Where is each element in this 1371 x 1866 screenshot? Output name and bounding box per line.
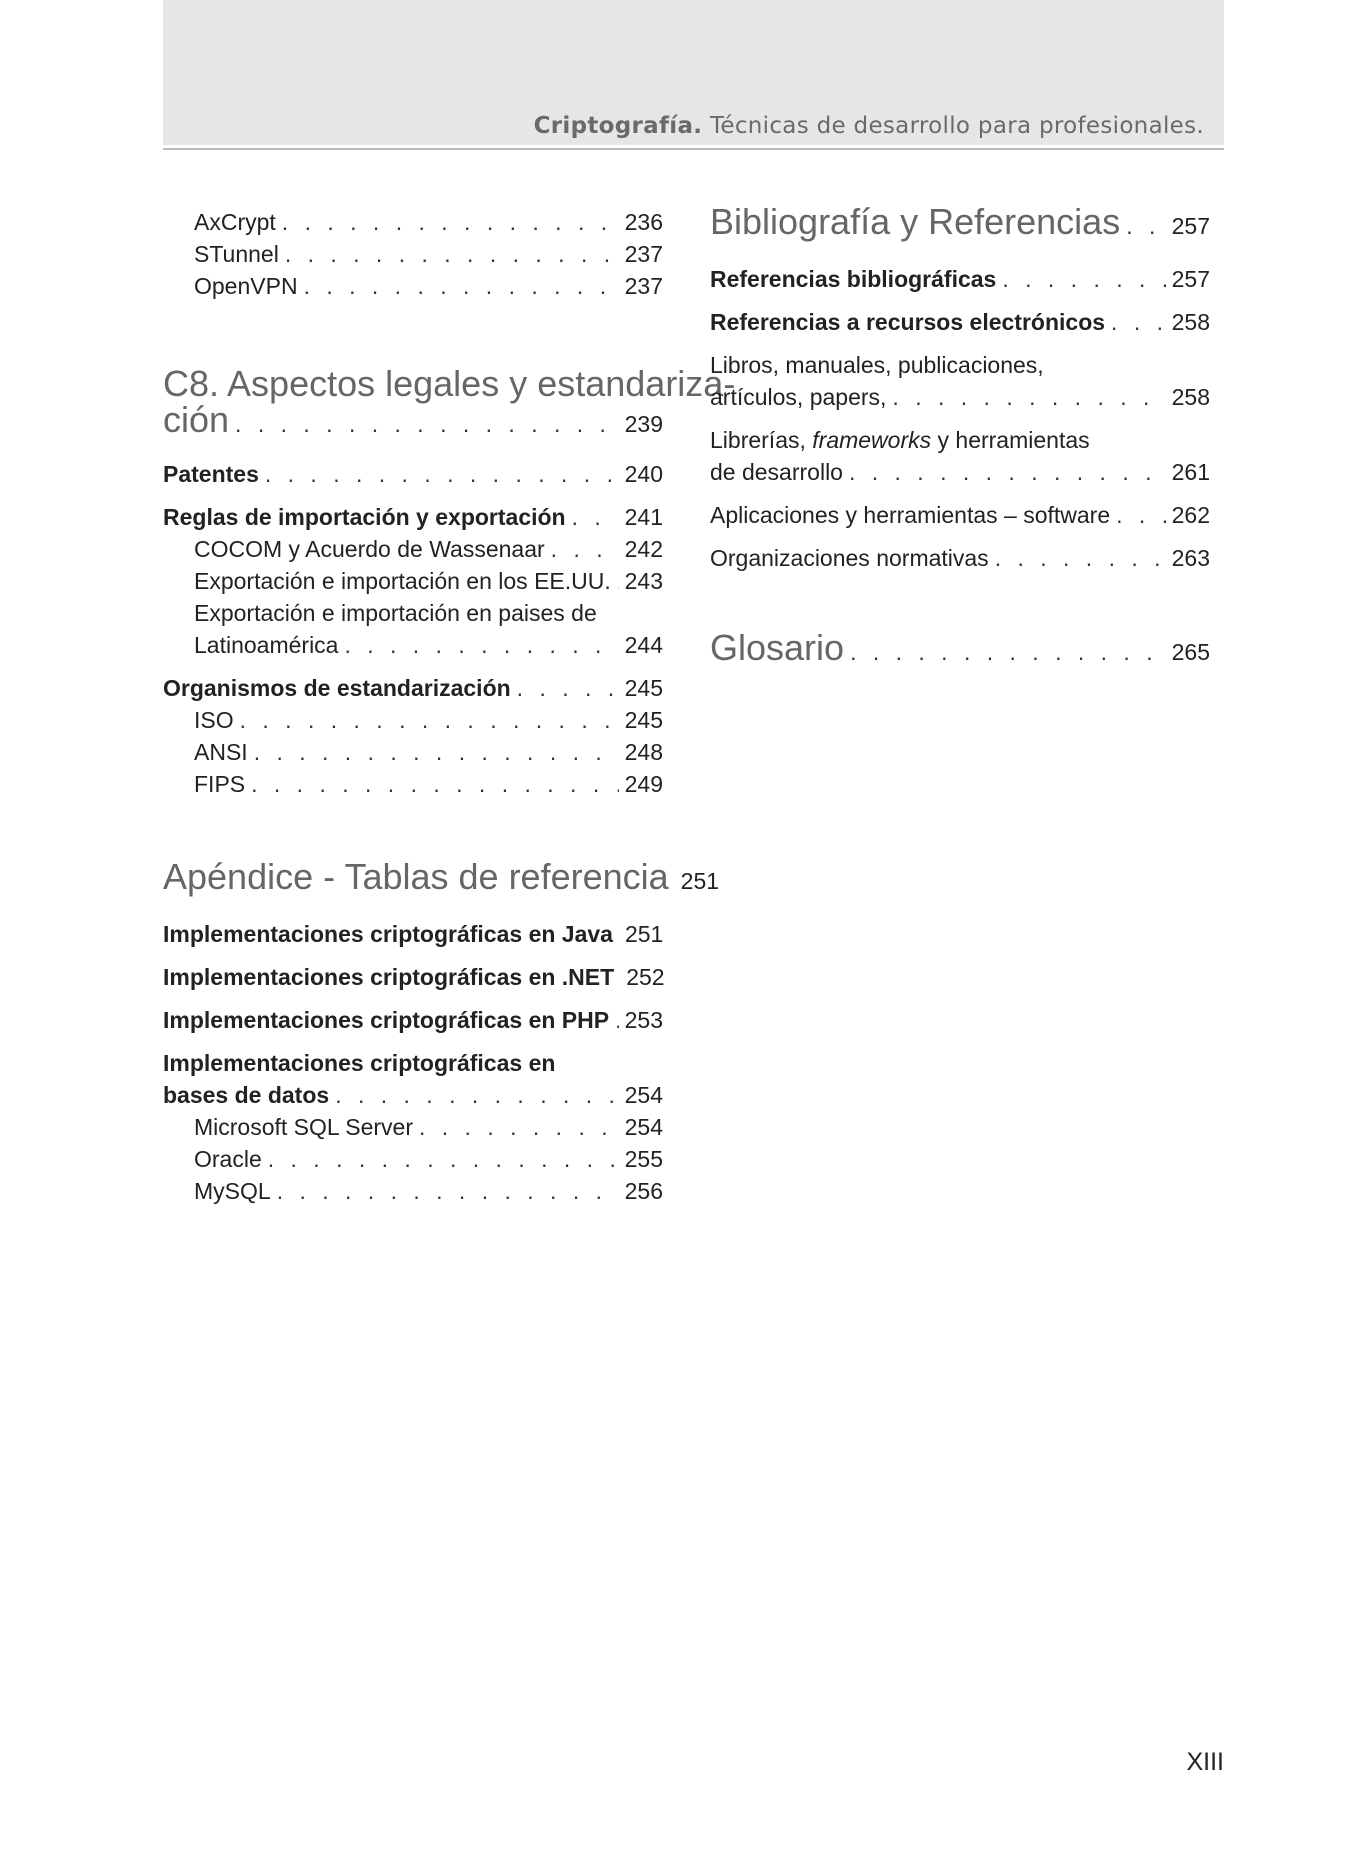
toc-entry-openvpn[interactable] xyxy=(163,272,663,300)
toc-entry-page: 251 xyxy=(624,921,664,947)
leader-dots xyxy=(617,567,619,595)
toc-entry-page: 253 xyxy=(624,1007,663,1033)
toc-entry-page: 261 xyxy=(1171,459,1210,485)
leader-dots xyxy=(304,272,619,300)
leader-dots xyxy=(1116,501,1165,529)
toc-entry-label: COCOM y Acuerdo de Wassenaar xyxy=(194,536,545,562)
toc-entry-eeuu[interactable] xyxy=(163,567,663,595)
running-header xyxy=(163,0,1224,145)
toc-entry-label: Oracle xyxy=(194,1146,262,1172)
toc-section-impl-db-line1: Implementaciones criptográficas en xyxy=(163,1050,556,1076)
toc-entry-page: 262 xyxy=(1171,502,1210,528)
leader-dots xyxy=(995,544,1166,572)
toc-entry-label: Implementaciones criptográficas en PHP xyxy=(163,1007,610,1033)
toc-entry-page: 245 xyxy=(624,675,663,701)
toc-entry-label: Referencias bibliográficas xyxy=(710,266,997,292)
toc-entry-page: 254 xyxy=(624,1114,663,1140)
toc-entry-page: 263 xyxy=(1171,545,1210,571)
toc-entry-page: 240 xyxy=(624,461,663,487)
leader-dots xyxy=(282,208,619,236)
toc-entry-label: FIPS xyxy=(194,771,246,797)
toc-entry-label: ANSI xyxy=(194,739,248,765)
toc-entry-label: bases de datos xyxy=(163,1082,330,1108)
toc-entry-organizaciones[interactable] xyxy=(710,544,1210,572)
toc-entry-page: 243 xyxy=(624,568,663,594)
toc-entry-label: AxCrypt xyxy=(194,209,276,235)
toc-section-organismos[interactable] xyxy=(163,674,663,702)
toc-section-impl-php[interactable] xyxy=(163,1006,663,1034)
leader-dots xyxy=(251,770,619,798)
toc-section-impl-java[interactable] xyxy=(163,920,663,948)
running-header-title xyxy=(534,113,1204,139)
chapter-c8-title-line1: C8. Aspectos legales y estandariza- xyxy=(163,363,736,404)
leader-dots xyxy=(265,460,619,488)
toc-entry-label: Latinoamérica xyxy=(194,632,339,658)
chapter-bibliografia-title: Bibliografía y Referencias xyxy=(710,201,1121,242)
leader-dots xyxy=(551,535,619,563)
chapter-c8-title-line2: ción xyxy=(163,399,230,440)
toc-entry-label: Microsoft SQL Server xyxy=(194,1114,413,1140)
toc-entry-label: de desarrollo xyxy=(710,459,843,485)
leader-dots xyxy=(517,674,619,702)
toc-entry-stunnel[interactable] xyxy=(163,240,663,268)
chapter-glosario-title: Glosario xyxy=(710,627,845,668)
toc-entry-label: Patentes xyxy=(163,461,259,487)
leader-dots xyxy=(268,1145,619,1173)
toc-entry-page: 237 xyxy=(624,273,663,299)
toc-entry-ansi[interactable] xyxy=(163,738,663,766)
page-number: XIII xyxy=(1186,1748,1224,1776)
toc-section-impl-net[interactable] xyxy=(163,963,663,991)
toc-entry-label: ISO xyxy=(194,707,234,733)
leader-dots xyxy=(572,503,619,531)
leader-dots xyxy=(850,638,1166,666)
toc-entry-label: Aplicaciones y herramientas – software xyxy=(710,502,1111,528)
leader-dots xyxy=(240,706,619,734)
toc-entry-page: 239 xyxy=(624,411,663,437)
toc-entry-page: 244 xyxy=(624,632,663,658)
leader-dots xyxy=(335,1081,618,1109)
toc-entry-label: Organizaciones normativas xyxy=(710,545,989,571)
toc-entry-page: 249 xyxy=(624,771,663,797)
librerias-text-em: frameworks xyxy=(812,427,932,453)
librerias-text-b: y herramientas xyxy=(931,427,1090,453)
toc-entry-page: 245 xyxy=(624,707,663,733)
leader-dots xyxy=(849,458,1166,486)
toc-chapter-c8[interactable] xyxy=(163,399,663,440)
toc-entry-libros[interactable] xyxy=(710,383,1210,411)
toc-entry-page: 251 xyxy=(680,868,720,894)
toc-entry-cocom[interactable] xyxy=(163,535,663,563)
toc-section-ref-elec[interactable] xyxy=(710,308,1210,336)
leader-dots xyxy=(1126,212,1165,240)
toc-section-ref-bib[interactable] xyxy=(710,265,1210,293)
toc-entry-label: MySQL xyxy=(194,1178,271,1204)
toc-entry-page: 254 xyxy=(624,1082,663,1108)
toc-chapter-bibliografia[interactable] xyxy=(710,201,1210,242)
toc-entry-label: Organismos de estandarización xyxy=(163,675,511,701)
header-book-title: Criptografía. xyxy=(533,113,703,139)
toc-entry-label: OpenVPN xyxy=(194,273,298,299)
toc-chapter-apendice[interactable] xyxy=(163,856,720,897)
toc-entry-page: 242 xyxy=(624,536,663,562)
leader-dots xyxy=(235,410,619,438)
toc-entry-page: 248 xyxy=(624,739,663,765)
toc-entry-label: Reglas de importación y exportación xyxy=(163,504,566,530)
toc-entry-label: Implementaciones criptográficas en .NET xyxy=(163,964,615,990)
leader-dots xyxy=(419,1113,619,1141)
header-rule xyxy=(163,148,1224,150)
toc-entry-label: Referencias a recursos electrónicos xyxy=(710,309,1106,335)
toc-entry-page: 257 xyxy=(1171,266,1210,292)
librerias-text-a: Librerías, xyxy=(710,427,813,453)
toc-section-reglas[interactable] xyxy=(163,503,663,531)
leader-dots xyxy=(285,240,619,268)
leader-dots xyxy=(344,631,618,659)
toc-entry-page: 241 xyxy=(624,504,663,530)
toc-entry-page: 258 xyxy=(1171,384,1210,410)
leader-dots xyxy=(277,1177,619,1205)
toc-entry-page: 252 xyxy=(626,964,665,990)
toc-entry-latam-line1: Exportación e importación en paises de xyxy=(194,600,597,626)
toc-entry-page: 237 xyxy=(624,241,663,267)
leader-dots xyxy=(1111,308,1166,336)
toc-entry-label: STunnel xyxy=(194,241,279,267)
toc-entry-oracle[interactable] xyxy=(163,1145,663,1173)
header-book-subtitle: Técnicas de desarrollo para profesionales. xyxy=(702,113,1204,139)
leader-dots xyxy=(1002,265,1165,293)
toc-entry-page: 256 xyxy=(624,1178,663,1204)
chapter-apendice-title: Apéndice - Tablas de referencia xyxy=(163,856,669,897)
toc-entry-page: 258 xyxy=(1171,309,1210,335)
leader-dots xyxy=(254,738,619,766)
toc-entry-page: 236 xyxy=(624,209,663,235)
toc-entry-label: Exportación e importación en los EE.UU. xyxy=(194,568,611,594)
toc-entry-librerias-line1 xyxy=(710,426,1090,454)
toc-entry-page: 255 xyxy=(624,1146,663,1172)
toc-entry-page: 265 xyxy=(1171,639,1210,665)
leader-dots xyxy=(892,383,1165,411)
toc-entry-page: 257 xyxy=(1171,213,1210,239)
toc-entry-mysql[interactable] xyxy=(163,1177,663,1205)
toc-section-impl-db[interactable] xyxy=(163,1081,663,1109)
toc-section-patentes[interactable] xyxy=(163,460,663,488)
toc-entry-label: artículos, papers, xyxy=(710,384,887,410)
toc-entry-fips[interactable] xyxy=(163,770,663,798)
toc-entry-aplicaciones[interactable] xyxy=(710,501,1210,529)
toc-entry-librerias[interactable] xyxy=(710,458,1210,486)
toc-entry-axcrypt[interactable] xyxy=(163,208,663,236)
toc-entry-latam[interactable] xyxy=(163,631,663,659)
leader-dots xyxy=(615,1006,619,1034)
toc-chapter-glosario[interactable] xyxy=(710,627,1210,668)
toc-entry-libros-line1: Libros, manuales, publicaciones, xyxy=(710,352,1044,378)
toc-entry-iso[interactable] xyxy=(163,706,663,734)
toc-entry-sqlserver[interactable] xyxy=(163,1113,663,1141)
toc-entry-label: Implementaciones criptográficas en Java xyxy=(163,921,613,947)
